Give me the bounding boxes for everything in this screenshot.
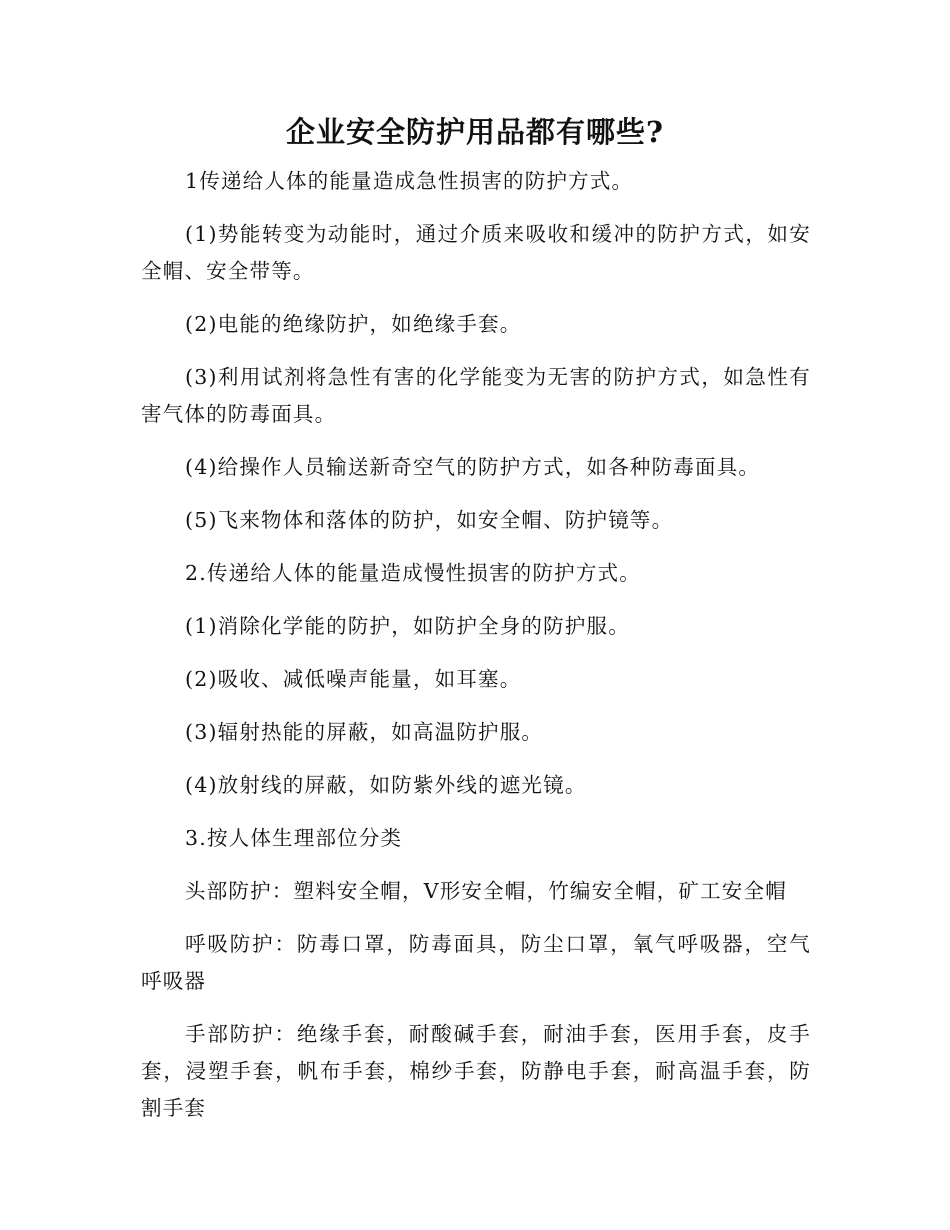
paragraph-item-1-1: (1)势能转变为动能时，通过介质来吸收和缓冲的防护方式，如安全帽、安全带等。 bbox=[141, 222, 811, 283]
paragraph-item-1-5: (5)飞来物体和落体的防护，如安全帽、防护镜等。 bbox=[185, 508, 674, 532]
paragraph-section-2-heading: 2.传递给人体的能量造成慢性损害的防护方式。 bbox=[185, 561, 641, 585]
paragraph-item-1-4: (4)给操作人员输送新奇空气的防护方式，如各种防毒面具。 bbox=[185, 455, 761, 479]
document-title: 企业安全防护用品都有哪些? bbox=[286, 115, 664, 149]
paragraph-head-protection: 头部防护：塑料安全帽，V形安全帽，竹编安全帽，矿工安全帽 bbox=[185, 879, 787, 903]
paragraph-item-2-2: (2)吸收、减低噪声能量，如耳塞。 bbox=[185, 667, 522, 691]
paragraph-section-1-heading: 1传递给人体的能量造成急性损害的防护方式。 bbox=[185, 169, 634, 193]
paragraph-item-1-2: (2)电能的绝缘防护，如绝缘手套。 bbox=[185, 312, 522, 336]
paragraph-item-2-1: (1)消除化学能的防护，如防护全身的防护服。 bbox=[185, 614, 630, 638]
paragraph-respiratory-protection: 呼吸防护：防毒口罩，防毒面具，防尘口罩，氧气呼吸器，空气呼吸器 bbox=[141, 932, 811, 993]
document-body bbox=[141, 163, 811, 1127]
paragraph-hand-protection: 手部防护：绝缘手套，耐酸碱手套，耐油手套，医用手套，皮手套，浸塑手套，帆布手套，棉纱手套，防静电手套，耐高温手套，防割手套 bbox=[141, 1022, 811, 1120]
paragraph-item-2-4: (4)放射线的屏蔽，如防紫外线的遮光镜。 bbox=[185, 773, 587, 797]
paragraph-section-3-heading: 3.按人体生理部位分类 bbox=[185, 826, 403, 850]
paragraph-item-2-3: (3)辐射热能的屏蔽，如高温防护服。 bbox=[185, 720, 544, 744]
paragraph-item-1-3: (3)利用试剂将急性有害的化学能变为无害的防护方式，如急性有害气体的防毒面具。 bbox=[141, 365, 811, 426]
